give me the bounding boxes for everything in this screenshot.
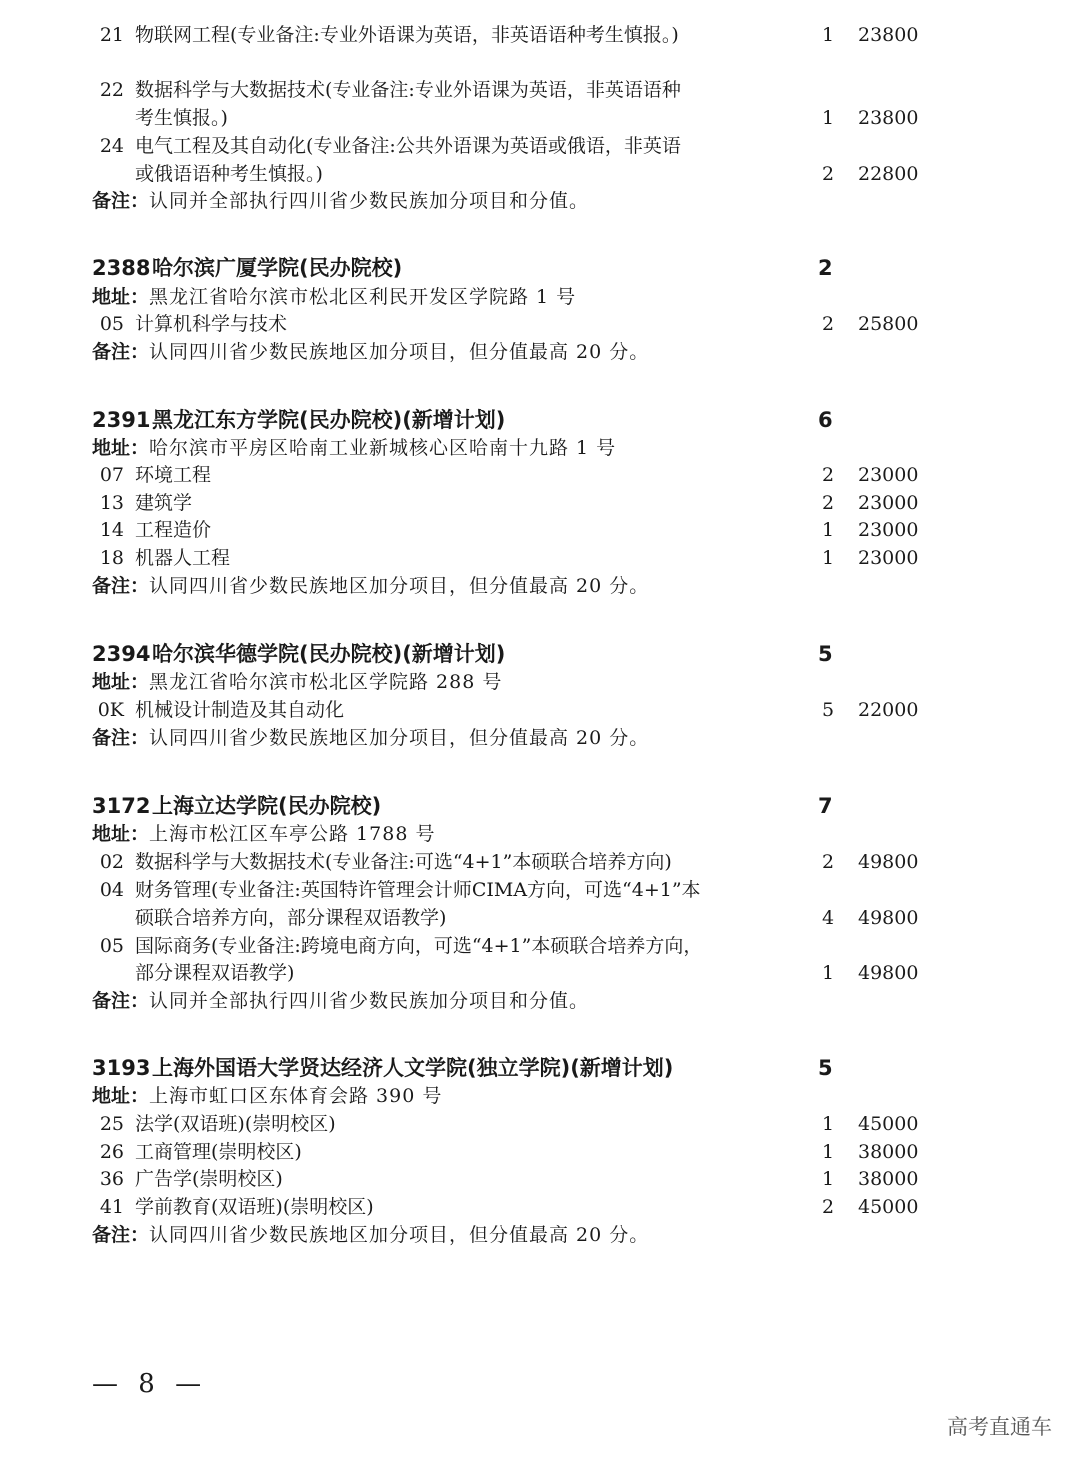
major-name: 机械设计制造及其自动化 [135,699,345,721]
major-tuition-fee: 23000 [858,464,919,486]
major-tuition-fee: 25800 [858,313,919,335]
major-code: 18 [99,547,124,569]
institution-name: 上海立达学院(民办院校) [152,794,382,818]
address-text: 黑龙江省哈尔滨市松北区利民开发区学院路 1 号 [149,286,577,308]
major-name: 数据科学与大数据技术(专业备注:可选“4+1”本硕联合培养方向) [135,851,672,873]
major-name: 工商管理(崇明校区) [135,1141,302,1163]
address-label: 地址： [92,437,150,459]
major-name: 机器人工程 [135,547,231,569]
note [92,1221,649,1249]
address [92,283,576,311]
major-plan-count: 2 [821,313,835,335]
major-plan-count: 5 [821,699,835,721]
major-tuition-fee: 49800 [858,907,919,929]
major-code: 02 [99,851,124,873]
major-plan-count: 1 [821,1113,835,1135]
note-text: 认同四川省少数民族地区加分项目，但分值最高 20 分。 [149,1224,650,1246]
address-text: 黑龙江省哈尔滨市松北区学院路 288 号 [149,671,503,693]
institution-name: 黑龙江东方学院(民办院校)(新增计划) [152,408,506,432]
institution-plan-count: 6 [818,408,833,432]
address-text: 上海市虹口区东体育会路 390 号 [149,1085,443,1107]
institution-code: 2394 [92,642,151,666]
address [92,668,502,696]
institution-code: 3193 [92,1056,151,1080]
address [92,1082,442,1110]
institution-plan-count: 5 [818,1056,833,1080]
major-plan-count: 1 [821,107,835,129]
address [92,820,435,848]
address-label: 地址： [92,286,150,308]
institution-name: 哈尔滨华德学院(民办院校)(新增计划) [152,642,506,666]
note-text: 认同四川省少数民族地区加分项目，但分值最高 20 分。 [149,727,650,749]
institution-plan-count: 5 [818,642,833,666]
major-tuition-fee: 23000 [858,492,919,514]
note-text: 认同并全部执行四川省少数民族加分项目和分值。 [149,990,590,1012]
major-code: 24 [99,135,124,157]
major-code: 13 [99,492,124,514]
major-name: 建筑学 [135,492,193,514]
address-label: 地址： [92,671,150,693]
note [92,987,589,1015]
major-plan-count: 2 [821,1196,835,1218]
major-tuition-fee: 49800 [858,962,919,984]
major-tuition-fee: 45000 [858,1196,919,1218]
major-tuition-fee: 22800 [858,163,919,185]
major-plan-count: 1 [821,1141,835,1163]
major-tuition-fee: 23800 [858,107,919,129]
major-name: 法学(双语班)(崇明校区) [135,1113,336,1135]
major-name: 学前教育(双语班)(崇明校区) [135,1196,374,1218]
major-plan-count: 2 [821,163,835,185]
institution-plan-count: 7 [818,794,833,818]
major-name: 硕联合培养方向，部分课程双语教学) [135,907,447,929]
major-name: 考生慎报。) [135,107,228,129]
major-code: 0K [97,699,124,721]
major-code: 25 [99,1113,124,1135]
major-code: 05 [99,313,124,335]
major-name: 数据科学与大数据技术(专业备注:专业外语课为英语，非英语语种 [135,79,681,101]
page-number: — 8 — [92,1369,208,1399]
major-plan-count: 1 [821,1168,835,1190]
institution-code: 2391 [92,408,151,432]
note [92,724,649,752]
major-tuition-fee: 23800 [858,24,919,46]
note [92,572,649,600]
institution-code: 3172 [92,794,151,818]
institution-code: 2388 [92,256,151,280]
major-plan-count: 1 [821,547,835,569]
major-plan-count: 2 [821,464,835,486]
address [92,434,616,462]
address-text: 哈尔滨市平房区哈南工业新城核心区哈南十九路 1 号 [149,437,617,459]
major-plan-count: 2 [821,492,835,514]
major-name: 部分课程双语教学) [135,962,295,984]
note-text: 认同并全部执行四川省少数民族加分项目和分值。 [149,190,590,212]
address-label: 地址： [92,1085,150,1107]
major-code: 05 [99,935,124,957]
address-text: 上海市松江区车亭公路 1788 号 [149,823,436,845]
major-code: 14 [99,519,124,541]
note [92,187,589,215]
major-plan-count: 4 [821,907,835,929]
major-plan-count: 2 [821,851,835,873]
major-name: 电气工程及其自动化(专业备注:公共外语课为英语或俄语，非英语 [135,135,681,157]
note-label: 备注： [92,190,150,212]
major-name: 广告学(崇明校区) [135,1168,283,1190]
major-plan-count: 1 [821,962,835,984]
major-name: 物联网工程(专业备注:专业外语课为英语，非英语语种考生慎报。) [135,24,679,46]
major-tuition-fee: 23000 [858,547,919,569]
institution-plan-count: 2 [818,256,833,280]
note [92,338,649,366]
major-plan-count: 1 [821,24,835,46]
major-plan-count: 1 [821,519,835,541]
major-code: 21 [99,24,124,46]
major-name: 财务管理(专业备注:英国特许管理会计师CIMA方向，可选“4+1”本 [135,879,701,901]
note-text: 认同四川省少数民族地区加分项目，但分值最高 20 分。 [149,575,650,597]
major-tuition-fee: 49800 [858,851,919,873]
major-name: 环境工程 [135,464,212,486]
note-label: 备注： [92,727,150,749]
major-tuition-fee: 45000 [858,1113,919,1135]
major-name: 计算机科学与技术 [135,313,288,335]
major-name: 工程造价 [135,519,212,541]
major-code: 04 [99,879,124,901]
note-label: 备注： [92,990,150,1012]
watermark: 高考直通车 [947,1415,1052,1439]
major-tuition-fee: 38000 [858,1141,919,1163]
institution-name: 上海外国语大学贤达经济人文学院(独立学院)(新增计划) [152,1056,674,1080]
major-code: 41 [99,1196,124,1218]
note-label: 备注： [92,575,150,597]
major-tuition-fee: 38000 [858,1168,919,1190]
major-code: 07 [99,464,124,486]
major-code: 26 [99,1141,124,1163]
major-code: 36 [99,1168,124,1190]
major-tuition-fee: 22000 [858,699,919,721]
major-tuition-fee: 23000 [858,519,919,541]
note-text: 认同四川省少数民族地区加分项目，但分值最高 20 分。 [149,341,650,363]
major-name: 或俄语语种考生慎报。) [135,163,323,185]
major-code: 22 [99,79,124,101]
note-label: 备注： [92,341,150,363]
address-label: 地址： [92,823,150,845]
institution-name: 哈尔滨广厦学院(民办院校) [152,256,403,280]
note-label: 备注： [92,1224,150,1246]
major-name: 国际商务(专业备注:跨境电商方向，可选“4+1”本硕联合培养方向， [135,935,703,957]
